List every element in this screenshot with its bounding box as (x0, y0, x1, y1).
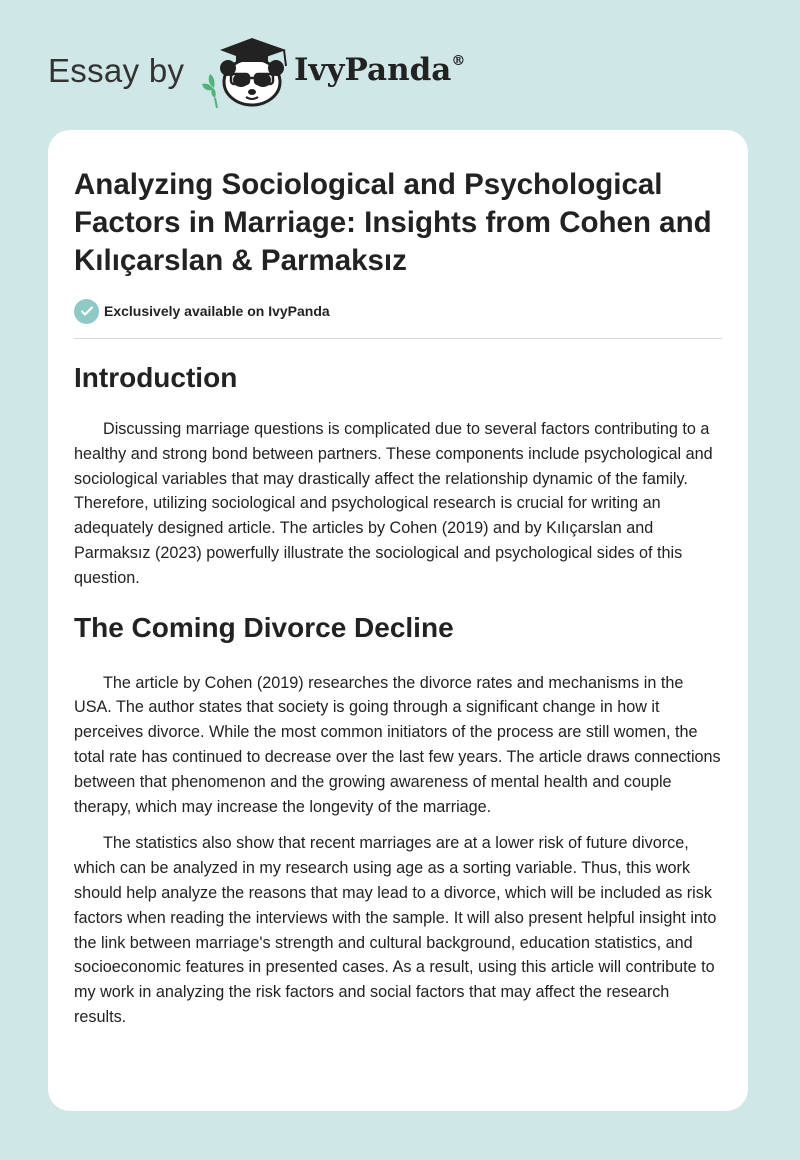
leaf-icon (202, 74, 217, 108)
paragraph: The article by Cohen (2019) researches the divorce rates and mechanisms in the USA. The author states that society is going through a significant change in how it perceives divorce. While the most common initiators of the process are still women, the total rate has continued to decrease over the last few years. The article draws connections between that phenomenon and the growing awareness of mental health and couple therapy, which may increase the longevity of the marriage. (74, 673, 721, 816)
brand-name[interactable]: IvyPanda® (294, 52, 466, 88)
paragraph: Discussing marriage questions is complicated due to several factors contributing to a healthy and strong bond between partners. These components include psychological and sociological variables that may drastically affect the relationship dynamic of the family. Therefore, utilizing sociological and psychological research is crucial for writing an adequately designed article. The articles by Cohen (2019) and by Kılıçarslan and Parmaksız (2023) powerfully illustrate the sociological and psychological sides of this question. (74, 420, 713, 587)
exclusive-badge-label: Exclusively available on IvyPanda (104, 303, 330, 319)
article-title: Analyzing Sociological and Psychological Factors in Marriage: Insights from Cohen and Kılıçarslan & Parmaksız (74, 168, 712, 277)
essay-by-label: Essay by (48, 52, 185, 89)
checkmark-icon (74, 299, 99, 324)
panda-graduation-cap-icon[interactable] (200, 36, 294, 108)
exclusive-badge (74, 298, 722, 324)
section-heading-divorce-decline: The Coming Divorce Decline (74, 611, 454, 643)
site-header (0, 0, 800, 130)
registered-mark: ® (451, 52, 466, 69)
section-heading-introduction: Introduction (74, 362, 238, 393)
divider (74, 338, 722, 339)
article-card (48, 130, 748, 1111)
paragraph: The statistics also show that recent marriages are at a lower risk of future divorce, which can be analyzed in my research using age as a sorting variable. Thus, this work should help analyze the reasons that may lead to a divorce, which will be included as risk factors when reading the interviews with the sample. It will also present helpful insight into the link between marriage's strength and cultural background, education statistics, and socioeconomic features in presented cases. As a result, using this article will contribute to my work in analyzing the risk factors and social factors that may affect the research results. (74, 834, 717, 1026)
